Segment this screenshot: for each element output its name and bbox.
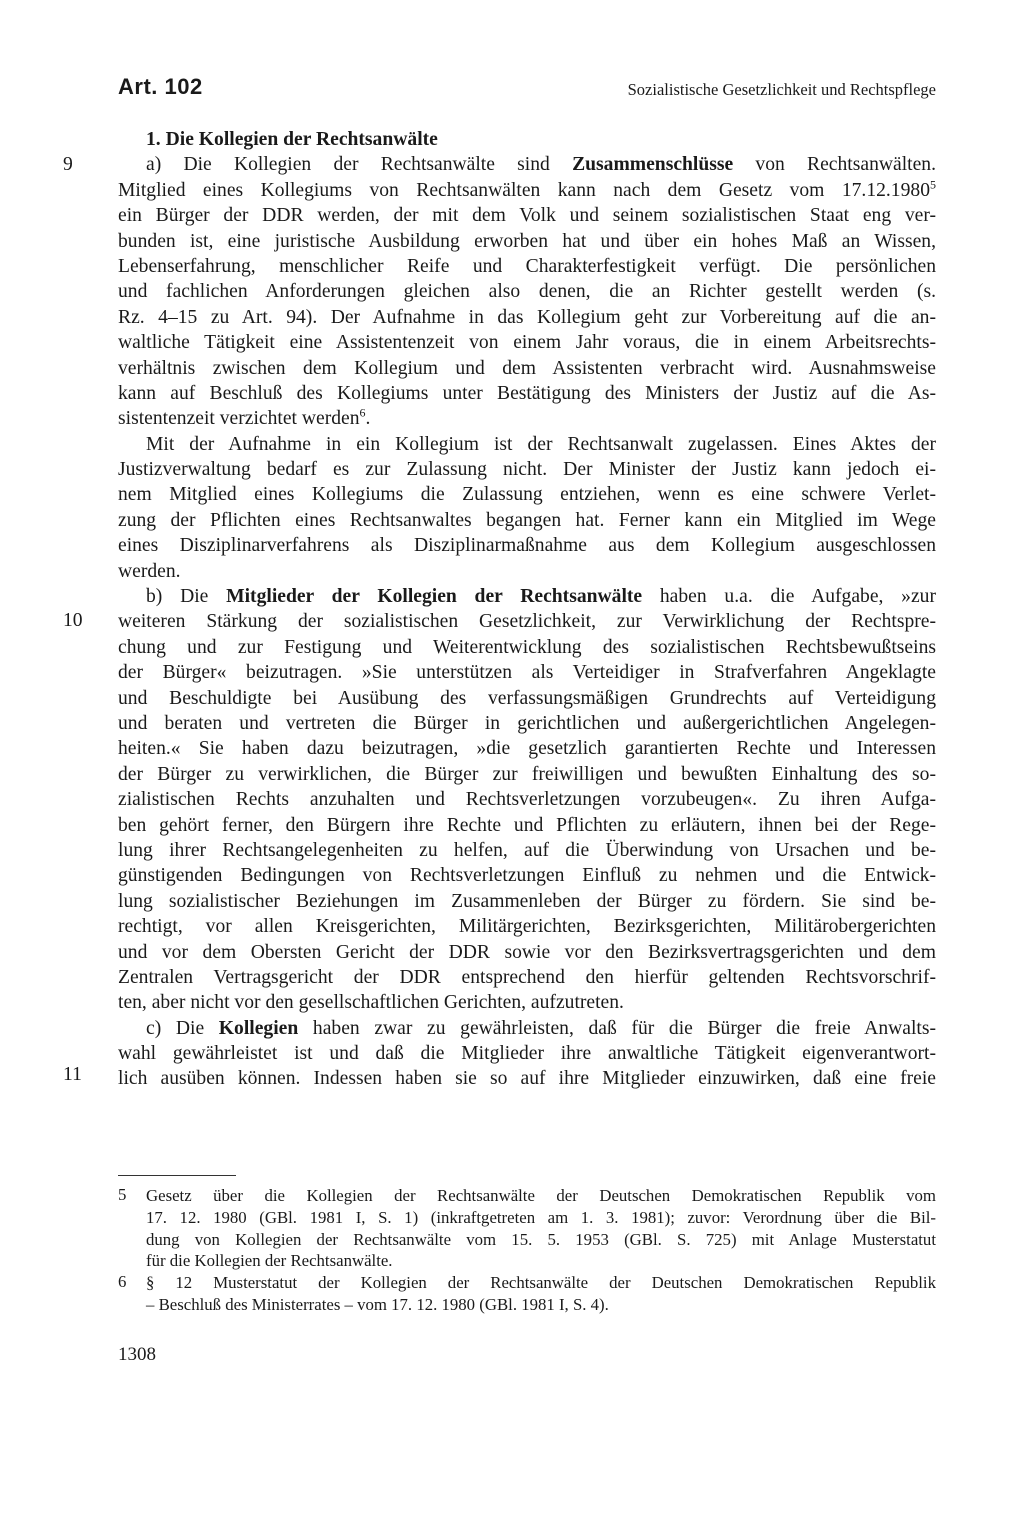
text-line: sistentenzeit verzichtet werden$^6$. [118,405,371,430]
paragraph-a-continued [118,432,936,584]
text-line: lung ihrer Rechtsangelegenheiten zu helfen, auf die Überwindung von Ursachen und be- [118,839,936,861]
footnote-5 [118,1185,936,1272]
text-line: lich ausüben können. Indessen haben sie so auf ihre Mitglieder einzuwirken, daß eine freie [118,1068,936,1090]
text-line: eines Disziplinarverfahrens als Disziplinarmaßnahme aus dem Kollegium ausgeschlossen [118,535,936,557]
text-line: und vor dem Obersten Gericht der DDR sowie vor den Bezirksvertragsgerichten und dem [118,941,936,963]
emphasis: Zusammenschlüsse [572,154,734,176]
text-line: zung der Pflichten eines Rechtsanwaltes begangen hat. Ferner kann ein Mitglied im Wege [118,509,936,531]
text-line: Justizverwaltung bedarf es zur Zulassung nicht. Der Minister der Justiz kann jedoch ei- [118,459,936,481]
text-line: ben gehört ferner, den Bürgern ihre Rechte und Pflichten zu erläutern, ihnen bei der Rege- [118,814,936,836]
text-line: ten, aber nicht vor den gesellschaftlichen Gerichten, aufzutreten. [118,992,624,1014]
footnote-ref-6[interactable]: 6 [359,405,366,420]
text-line: b) Die Mitglieder der Kollegien der Rechtsanwälte haben u.a. die Aufgabe, »zur [146,586,936,608]
text-line: kann auf Beschluß des Kollegiums unter Bestätigung des Ministers der Justiz auf die As- [118,382,936,404]
footnote-line: Gesetz über die Kollegien der Rechtsanwälte der Deutschen Demokratischen Republik vom [146,1186,936,1205]
footnote-line: für die Kollegien der Rechtsanwälte. [146,1251,393,1271]
footnote-number: 5 [118,1185,127,1204]
text-line: Mitglied eines Kollegiums von Rechtsanwälten kann nach dem Gesetz vom 17.12.1980$^5$ [118,177,936,201]
text-line: waltliche Tätigkeit eine Assistentenzeit von einem Jahr voraus, die in einem Arbeitsrechts- [118,332,936,354]
text-line: Mit der Aufnahme in ein Kollegium ist der Rechtsanwalt zugelassen. Eines Aktes der [146,433,936,455]
text-line: lung sozialistischer Beziehungen im Zusammenleben der Bürger zu fördern. Sie sind be- [118,890,936,912]
footnote-ref-5[interactable]: 5 [930,177,936,192]
text-line: heiten.« Sie haben dazu beizutragen, »die gesetzlich garantierten Rechte und Interessen [118,738,936,760]
running-header-title: Sozialistische Gesetzlichkeit und Rechtspflege [627,80,936,99]
footnote-line: dung von Kollegien der Rechtsanwälte vom 15. 5. 1953 (GBl. S. 725) mit Anlage Musterstatut [146,1229,936,1249]
paragraph-a [118,152,936,431]
text-line: und beraten und vertreten die Bürger in gerichtlichen und außergerichtlichen Angelegen- [118,712,936,734]
margin-number-10: 10 [63,610,83,631]
margin-number-9: 9 [63,154,73,175]
footnote-line: § 12 Musterstatut der Kollegien der Rechtsanwälte der Deutschen Demokratischen Republik [146,1273,936,1293]
text-line: und Beschuldigte bei Ausübung des verfassungsmäßigen Grundrechts auf Verteidigung [118,687,936,709]
text-line: chung und zur Festigung und Weiterentwicklung des sozialistischen Rechtsbewußtseins [118,636,936,658]
text-line: zialistischen Rechts anzuhalten und Rechtsverletzungen vorzubeugen«. Zu ihren Aufga- [118,789,936,811]
footnote-rule [118,1175,236,1176]
text-line: werden. [118,560,181,582]
page-number: 1308 [118,1344,156,1365]
text-line: der Bürger zu verwirklichen, die Bürger zur freiwilligen und bewußten Einhaltung des so- [118,763,936,785]
text-line: weiteren Stärkung der sozialistischen Gesetzlichkeit, zur Verwirklichung der Rechtspre- [118,611,936,633]
text-line: a) Die Kollegien der Rechtsanwälte sind Zusammenschlüsse von Rechtsanwälten. [146,154,936,176]
text-line: der Bürger« beizutragen. »Sie unterstützen als Verteidiger in Strafverfahren Angeklagte [118,662,936,684]
paragraph-c [118,1016,936,1092]
emphasis: Mitglieder der Kollegien der Rechtsanwälte [226,586,643,608]
text-line: rechtigt, vor allen Kreisgerichten, Militärgerichten, Bezirksgerichten, Militärobergerichten [118,916,936,938]
footnotes [118,1185,936,1316]
main-text [118,127,936,1092]
emphasis: Kollegien [218,1017,299,1039]
text-line: wahl gewährleistet ist und daß die Mitglieder ihre anwaltliche Tätigkeit eigenverantwort- [118,1043,936,1065]
text-line: Lebenserfahrung, menschlicher Reife und Charakterfestigkeit verfügt. Die persönlichen [118,255,936,277]
section-heading: 1. Die Kollegien der Rechtsanwälte [146,129,438,150]
text-line: ein Bürger der DDR werden, der mit dem Volk und seinem sozialistischen Staat eng ver- [118,205,936,227]
paragraph-b [118,584,936,1016]
text-line: und fachlichen Anforderungen gleichen also denen, die an Richter gestellt werden (s. [118,281,936,303]
text-line: bunden ist, eine juristische Ausbildung erworben hat und über ein hohes Maß an Wissen, [118,230,936,252]
text-line: günstigenden Bedingungen von Rechtsverletzungen Einfluß zu nehmen und die Entwick- [118,865,936,887]
footnote-6 [118,1272,936,1316]
margin-number-11: 11 [63,1064,82,1085]
footnote-line: 17. 12. 1980 (GBl. 1981 I, S. 1) (inkraftgetreten am 1. 3. 1981); zuvor: Verordnung über die Bil- [146,1207,936,1227]
text-line: nem Mitglied eines Kollegiums die Zulassung entziehen, wenn es eine schwere Verlet- [118,484,936,506]
text-line: c) Die Kollegien haben zwar zu gewährleisten, daß für die Bürger die freie Anwalts- [146,1017,937,1039]
running-header-article: Art. 102 [118,74,203,99]
text-line: Zentralen Vertragsgericht der DDR entsprechend den hierfür geltenden Rechtsvorschrif- [118,966,936,988]
footnote-line: – Beschluß des Ministerrates – vom 17. 12. 1980 (GBl. 1981 I, S. 4). [146,1294,609,1314]
footnote-number: 6 [118,1272,127,1292]
text-line: Rz. 4–15 zu Art. 94). Der Aufnahme in das Kollegium geht zur Vorbereitung auf die an- [118,306,936,328]
text-line: verhältnis zwischen dem Kollegium und dem Assistenten verbracht wird. Ausnahmsweise [118,357,936,379]
